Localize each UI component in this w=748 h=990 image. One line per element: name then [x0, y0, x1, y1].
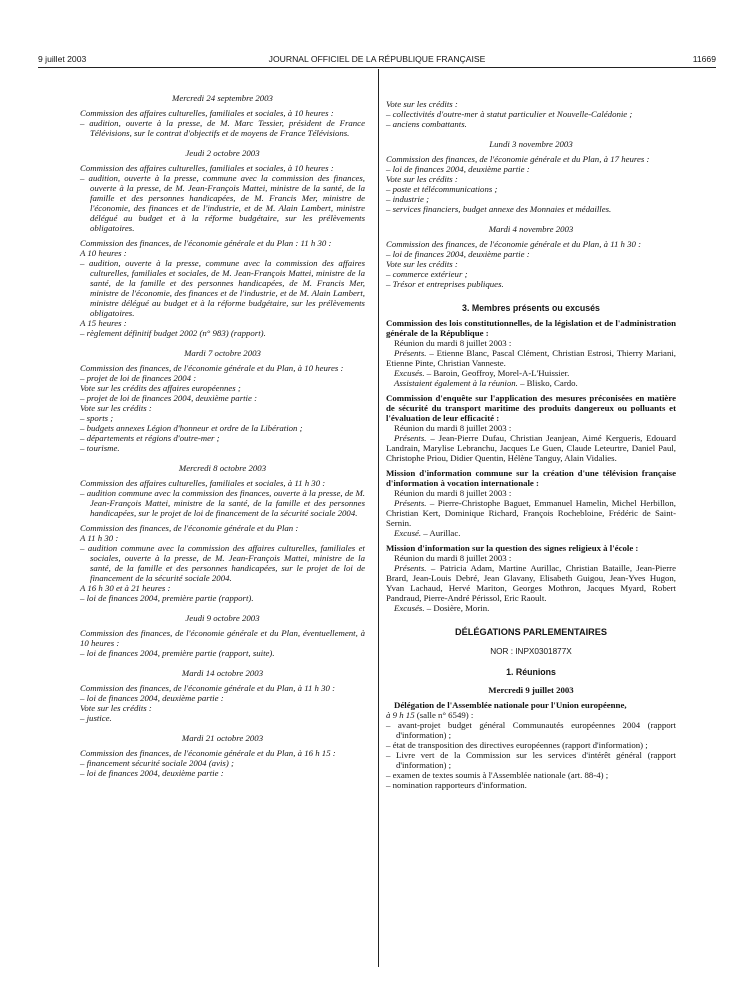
date-heading: Mardi 7 octobre 2003	[184, 348, 261, 358]
also-present-label: Assistaient également à la réunion.	[394, 378, 518, 388]
agenda-item: – état de transposition des directives européennes (rapport d'information) ;	[386, 740, 648, 750]
nor-reference: NOR : INPX0301877X	[490, 647, 572, 656]
agenda-item: – financement sécurité sociale 2004 (avis) ;	[80, 758, 234, 768]
commission-line: Commission des affaires culturelles, familiales et sociales, à 10 heures :	[80, 108, 334, 118]
present-label: Présents.	[394, 498, 427, 508]
agenda-item: – services financiers, budget annexe des Monnaies et médailles.	[386, 204, 612, 214]
date-heading: Mercredi 9 juillet 2003	[488, 685, 574, 695]
commission-line: Commission des finances, de l'économie générale et du Plan : 11 h 30 :	[80, 238, 332, 248]
meeting-line: Réunion du mardi 8 juillet 2003 :	[394, 553, 512, 563]
present-label: Présents.	[394, 433, 427, 443]
vote-line: Vote sur les crédits :	[386, 174, 458, 184]
attendance-excused	[386, 603, 676, 613]
date-heading: Mardi 14 octobre 2003	[181, 668, 264, 678]
agenda-item: – poste et télécommunications ;	[386, 184, 498, 194]
agenda-item: – Trésor et entreprises publiques.	[386, 279, 504, 289]
attendance-present	[386, 563, 676, 603]
section-title: DÉLÉGATIONS PARLEMENTAIRES	[454, 627, 608, 637]
agenda-item: – audition, ouverte à la presse, commune avec la commission des affaires culturelles, familiales et sociales, de M. Jean-François Mattei, ministre de la santé, de la famille et des personnes handicapées, de M. Francis Mer, ministre de l'économie, des finances et de l'industrie, et de M. Alain Lambert, ministre délégué au budget et à la réforme budgétaire, sur les prélèvements obligatoires.	[80, 258, 365, 318]
vote-line: Vote sur les crédits :	[80, 403, 152, 413]
commission-line: Commission des finances, de l'économie générale et du Plan, à 17 heures :	[386, 154, 650, 164]
commission-line: Commission des finances, de l'économie générale et du Plan, à 10 heures :	[80, 363, 344, 373]
present-names: – Etienne Blanc, Pascal Clément, Christian Estrosi, Thierry Mariani, Etienne Pinte, Christian Vanneste.	[386, 348, 676, 368]
date-heading: Mardi 21 octobre 2003	[181, 733, 264, 743]
commission-line: Commission des finances, de l'économie générale et du Plan :	[80, 523, 299, 533]
time-line: A 10 heures :	[80, 248, 127, 258]
agenda-item: – nomination rapporteurs d'information.	[386, 780, 527, 790]
page-header	[38, 52, 716, 66]
agenda-item: – loi de finances 2004, première partie (rapport, suite).	[80, 648, 275, 658]
right-column	[386, 99, 676, 790]
meeting-line: Réunion du mardi 8 juillet 2003 :	[394, 423, 512, 433]
agenda-item: – audition commune avec la commission des affaires culturelles, familiales et sociales, ouverte à la presse, de M. Jean-François Mattei, ministre de la santé, de la famille et des personnes handicapées, sur le projet de loi de financement de la sécurité sociale 2004.	[80, 543, 365, 583]
excused-names: – Aurillac.	[421, 528, 461, 538]
header-title: JOURNAL OFFICIEL DE LA RÉPUBLIQUE FRANÇAISE	[268, 54, 486, 64]
commission-heading: Mission d'information commune sur la création d'une télévision française d'information à vocation internationale :	[386, 468, 676, 488]
agenda-item: – projet de loi de finances 2004, deuxième partie :	[80, 393, 258, 403]
section-heading: 3. Membres présents ou excusés	[462, 303, 600, 313]
agenda-item: – audition commune avec la commission des finances, ouverte à la presse, de M. Jean-François Mattei, ministre de la santé, de la famille et des personnes handicapées, sur le projet de loi de financement de la sécurité sociale 2004.	[80, 488, 365, 518]
vote-line: Vote sur les crédits :	[80, 703, 152, 713]
attendance-present	[386, 433, 676, 463]
attendance-excused	[386, 368, 676, 378]
date-heading: Lundi 3 novembre 2003	[489, 139, 573, 149]
delegation-time: à 9 h 15	[386, 710, 415, 720]
present-label: Présents.	[394, 348, 427, 358]
agenda-item: – audition, ouverte à la presse, commune avec la commission des finances, ouverte à la presse, de M. Jean-François Mattei, ministre de la santé, de la famille et des personnes handicapées, de M. Francis Mer, ministre de l'économie, des finances et de l'industrie, et de M. Alain Lambert, ministre délégué au budget et à la réforme budgétaire, sur les prélèvements obligatoires.	[80, 173, 365, 233]
agenda-item: – règlement définitif budget 2002 (n° 983) (rapport).	[80, 328, 266, 338]
excused-names: – Dosière, Morin.	[424, 603, 490, 613]
time-line: A 15 heures :	[80, 318, 127, 328]
agenda-item: – industrie ;	[386, 194, 430, 204]
date-heading: Mercredi 24 septembre 2003	[172, 93, 273, 103]
agenda-item: – commerce extérieur ;	[386, 269, 468, 279]
agenda-item: – départements et régions d'outre-mer ;	[80, 433, 220, 443]
vote-line: Vote sur les crédits des affaires européennes ;	[80, 383, 241, 393]
agenda-item: – budgets annexes Légion d'honneur et ordre de la Libération ;	[80, 423, 303, 433]
commission-line: Commission des finances, de l'économie générale et du Plan, éventuellement, à 10 heures :	[80, 628, 365, 648]
present-label: Présents.	[394, 563, 427, 573]
excused-label: Excusés.	[394, 603, 425, 613]
agenda-item: – justice.	[80, 713, 112, 723]
excused-names: – Baroin, Geoffroy, Morel-A-L'Huissier.	[424, 368, 570, 378]
meeting-line: Réunion du mardi 8 juillet 2003 :	[394, 488, 512, 498]
delegation-time-line	[386, 710, 676, 720]
agenda-item: – Livre vert de la Commission sur les services d'intérêt général (rapport d'information) ;	[386, 750, 676, 770]
section-heading: 1. Réunions	[506, 667, 556, 677]
agenda-item: – tourisme.	[80, 443, 120, 453]
date-heading: Jeudi 2 octobre 2003	[185, 148, 260, 158]
header-rule	[38, 67, 716, 68]
commission-line: Commission des finances, de l'économie générale et du Plan, à 11 h 30 :	[80, 683, 336, 693]
date-heading: Jeudi 9 octobre 2003	[185, 613, 260, 623]
commission-line: Commission des affaires culturelles, familiales et sociales, à 10 heures :	[80, 163, 334, 173]
agenda-item: – loi de finances 2004, deuxième partie :	[386, 164, 530, 174]
agenda-item: – loi de finances 2004, première partie (rapport).	[80, 593, 254, 603]
vote-line: Vote sur les crédits :	[386, 259, 458, 269]
commission-heading: Commission d'enquête sur l'application des mesures préconisées en matière de sécurité du transport maritime des produits dangereux ou polluants et l'évaluation de leur efficacité :	[386, 393, 676, 423]
present-names: – Jean-Pierre Dufau, Christian Jeanjean, Aimé Kergueris, Edouard Landrain, Marylise Lebranchu, Jacques Le Guen, Claude Leteurtre, Daniel Paul, Christophe Priou, Didier Quentin, Hélène Tanguy, Alain Vidalies.	[386, 433, 676, 463]
agenda-item: – projet de loi de finances 2004 :	[80, 373, 197, 383]
vote-line: Vote sur les crédits :	[386, 99, 458, 109]
header-date: 9 juillet 2003	[38, 54, 87, 64]
commission-line: Commission des finances, de l'économie générale et du Plan, à 16 h 15 :	[80, 748, 336, 758]
agenda-item: – examen de textes soumis à l'Assemblée nationale (art. 88-4) ;	[386, 770, 609, 780]
present-names: – Patricia Adam, Martine Aurillac, Christian Bataille, Jean-Pierre Brard, Jean-Louis Debré, Jean Glavany, Elisabeth Guigou, Jean-Yves Hugon, Yvan Lachaud, Hervé Mariton, Georges Mothron, Jacques Myard, Robert Pandraud, Pierre-André Périssol, Eric Raoult.	[386, 563, 676, 603]
column-divider	[378, 69, 379, 967]
meeting-line: Réunion du mardi 8 juillet 2003 :	[394, 338, 512, 348]
also-present-names: – Blisko, Cardo.	[517, 378, 578, 388]
left-column	[80, 93, 365, 778]
agenda-item: – loi de finances 2004, deuxième partie :	[80, 693, 224, 703]
agenda-item: – avant-projet budget général Communautés européennes 2004 (rapport d'information) ;	[386, 720, 676, 740]
agenda-item: – anciens combattants.	[386, 119, 467, 129]
commission-line: Commission des finances, de l'économie générale et du Plan, à 11 h 30 :	[386, 239, 642, 249]
excused-label: Excusé.	[394, 528, 422, 538]
attendance-excused	[386, 528, 676, 538]
attendance-present	[386, 348, 676, 368]
time-line: A 16 h 30 et à 21 heures :	[80, 583, 171, 593]
date-heading: Mercredi 8 octobre 2003	[178, 463, 267, 473]
commission-line: Commission des affaires culturelles, familiales et sociales, à 11 h 30 :	[80, 478, 326, 488]
agenda-item: – loi de finances 2004, deuxième partie :	[80, 768, 224, 778]
delegation-room: (salle n° 6549) :	[414, 710, 474, 720]
commission-heading: Commission des lois constitutionnelles, de la législation et de l'administration générale de la République :	[386, 318, 676, 338]
delegation-heading: Délégation de l'Assemblée nationale pour l'Union européenne,	[394, 700, 627, 710]
date-heading: Mardi 4 novembre 2003	[488, 224, 574, 234]
attendance-present	[386, 498, 676, 528]
excused-label: Excusés.	[394, 368, 425, 378]
present-names: – Pierre-Christophe Baguet, Emmanuel Hamelin, Michel Herbillon, Christian Kert, Dominique Richard, François Rochebloine, Frédéric de Saint-Sernin.	[386, 498, 676, 528]
agenda-item: – audition, ouverte à la presse, de M. Marc Tessier, président de France Télévisions, sur le contrat d'objectifs et de moyens de France Télévisions.	[80, 118, 365, 138]
agenda-item: – loi de finances 2004, deuxième partie :	[386, 249, 530, 259]
header-page-number: 11669	[692, 54, 716, 64]
agenda-item: – sports ;	[80, 413, 114, 423]
time-line: A 11 h 30 :	[80, 533, 119, 543]
commission-heading: Mission d'information sur la question des signes religieux à l'école :	[386, 543, 639, 553]
attendance-also	[386, 378, 676, 388]
agenda-item: – collectivités d'outre-mer à statut particulier et Nouvelle-Calédonie ;	[386, 109, 633, 119]
